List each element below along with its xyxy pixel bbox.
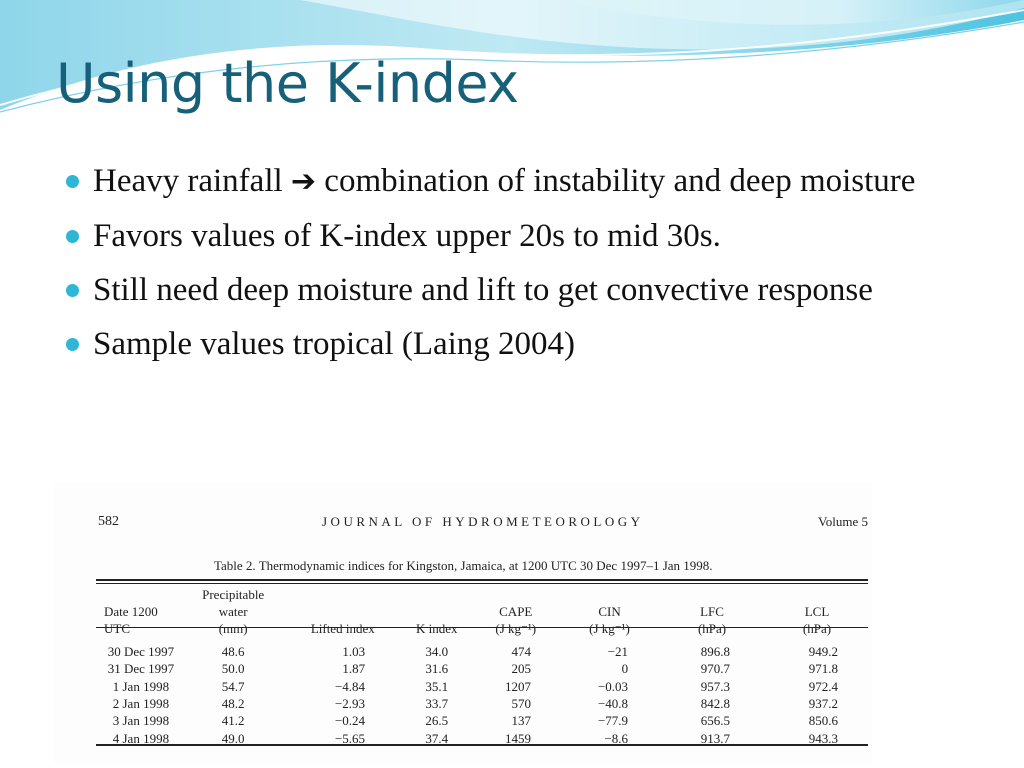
table-cell: −21 [607, 644, 629, 660]
table-cell: 48.2 [221, 696, 245, 712]
table-header-row [96, 586, 868, 637]
thermodynamic-indices-table [96, 586, 868, 747]
column-header: CIN (J kg⁻¹) [589, 604, 630, 636]
table-cell: 26.5 [425, 713, 449, 729]
bullet-text: Favors values of K-index upper 20s to mid 30s. [93, 218, 721, 254]
bullet-item [66, 215, 966, 257]
table-cell: 2 Jan 1998 [112, 696, 170, 712]
table-cell: 0 [621, 661, 629, 677]
table-caption: Table 2. Thermodynamic indices for Kingston, Jamaica, at 1200 UTC 30 Dec 1997–1 Jan 1998. [214, 558, 713, 573]
table-row [96, 712, 868, 729]
table-cell: 1459 [504, 730, 531, 746]
right-arrow-icon: ➔ [290, 164, 317, 199]
bullet-icon [66, 284, 79, 297]
table-cell: 41.2 [221, 713, 245, 729]
slide-title: Using the K-index [56, 52, 519, 115]
table-row [96, 729, 868, 746]
table-cell: −40.8 [597, 696, 629, 712]
column-header: CAPE (J kg⁻¹) [495, 604, 537, 636]
bullet-item [66, 160, 966, 203]
bullet-item [66, 269, 966, 311]
bullet-text: Heavy rainfall [93, 163, 283, 199]
table-row [96, 695, 868, 712]
bullet-text: Still need deep moisture and lift to get convective response [93, 272, 873, 308]
table-cell: 972.4 [808, 678, 838, 694]
bullet-item [66, 323, 966, 365]
table-rule [96, 579, 868, 581]
table-cell: −8.6 [604, 730, 629, 746]
table-cell: 842.8 [700, 696, 731, 712]
table-row [96, 637, 868, 660]
bullet-text: Sample values tropical (Laing 2004) [93, 326, 576, 362]
table-cell: 896.8 [700, 644, 731, 660]
column-header: LCL (hPa) [802, 604, 832, 636]
table-row [96, 660, 868, 677]
table-cell: 34.0 [425, 644, 449, 660]
table-cell: −2.93 [334, 696, 366, 712]
bullet-icon [66, 338, 79, 351]
table-cell: 1 Jan 1998 [112, 678, 170, 694]
table-cell: −77.9 [597, 713, 629, 729]
volume-label: Volume 5 [818, 514, 868, 529]
column-header: Date 1200 UTC [104, 604, 158, 636]
table-cell: 3 Jan 1998 [112, 713, 170, 729]
table-cell: 1.03 [342, 644, 366, 660]
table-cell: 971.8 [808, 661, 838, 677]
table-cell: 54.7 [221, 678, 245, 694]
table-cell: 4 Jan 1998 [112, 730, 170, 746]
bullet-text: combination of instability and deep moisture [324, 163, 916, 199]
table-row [96, 678, 868, 695]
table-cell: 35.1 [425, 678, 449, 694]
table-cell: 31 Dec 1997 [107, 661, 175, 677]
bullet-list [66, 160, 966, 377]
table-cell: 957.3 [700, 678, 731, 694]
table-cell: 205 [511, 661, 531, 677]
bullet-icon [66, 175, 79, 188]
column-header: LFC (hPa) [697, 604, 727, 636]
table-cell: 970.7 [700, 661, 731, 677]
table-cell: 50.0 [221, 661, 245, 677]
table-cell: 33.7 [425, 696, 449, 712]
table-cell: 913.7 [700, 730, 731, 746]
journal-name: JOURNAL OF HYDROMETEOROLOGY [322, 514, 644, 529]
table-cell: 943.3 [808, 730, 838, 746]
table-cell: 1207 [504, 678, 531, 694]
journal-table-image [54, 482, 872, 764]
table-cell: 137 [511, 713, 531, 729]
table-cell: 937.2 [808, 696, 838, 712]
column-header: Precipitable water (mm) [202, 587, 265, 636]
table-cell: −0.03 [597, 678, 629, 694]
table-cell: 570 [511, 696, 531, 712]
table-cell: 1.87 [342, 661, 366, 677]
table-cell: −4.84 [334, 678, 366, 694]
table-cell: 49.0 [221, 730, 245, 746]
column-header: Lifted index [310, 621, 375, 636]
table-cell: 31.6 [425, 661, 449, 677]
column-header: K index [416, 621, 458, 636]
table-cell: −0.24 [334, 713, 366, 729]
page-number: 582 [98, 514, 119, 529]
table-cell: 656.5 [700, 713, 731, 729]
table-cell: 474 [511, 644, 531, 660]
table-cell: 48.6 [221, 644, 245, 660]
table-cell: −5.65 [334, 730, 366, 746]
table-cell: 850.6 [808, 713, 838, 729]
table-cell: 37.4 [425, 730, 449, 746]
table-rule [96, 583, 868, 584]
table-cell: 30 Dec 1997 [107, 644, 175, 660]
table-cell: 949.2 [808, 644, 838, 660]
bullet-icon [66, 230, 79, 243]
